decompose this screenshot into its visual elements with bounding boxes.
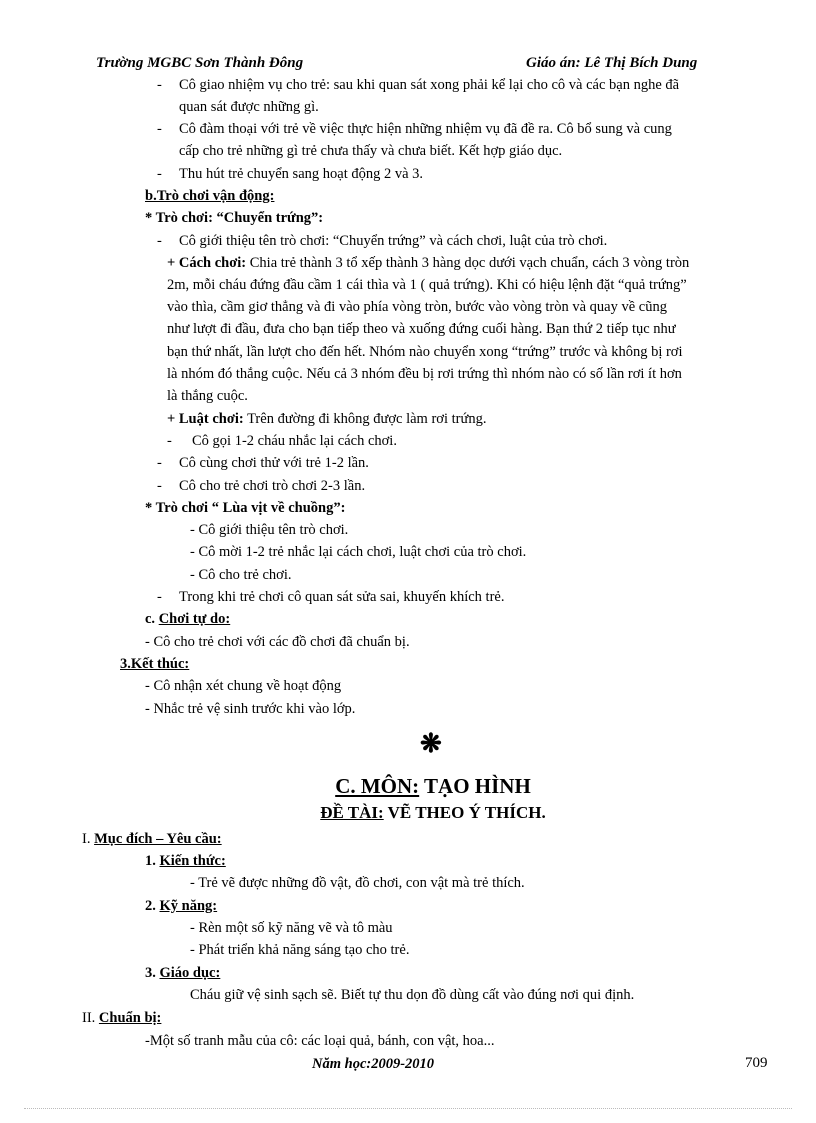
body-line: là thắng cuộc.: [167, 388, 248, 404]
body-line: Cô đàm thoại với trẻ về việc thực hiện những nhiệm vụ đã đề ra. Cô bổ sung và cung: [179, 121, 672, 137]
section-1-heading: I. Mục đích – Yêu cầu:: [82, 831, 222, 847]
section-2-heading: II. Chuẩn bị:: [82, 1010, 162, 1026]
body-line: Cô cùng chơi thử với trẻ 1-2 lần.: [179, 455, 369, 471]
game2-heading: * Trò chơi “ Lùa vịt về chuồng”:: [145, 500, 346, 516]
body-line: Trong khi trẻ chơi cô quan sát sửa sai, khuyến khích trẻ.: [179, 589, 505, 605]
skills-heading: 2. Kỹ năng:: [145, 898, 218, 914]
body-line: - Cô cho trẻ chơi.: [190, 567, 292, 583]
bullet-dash: -: [157, 233, 162, 249]
body-line: vào thìa, cầm giơ thẳng và đi vào phía vòng tròn, bước vào vòng tròn và quay về cũng: [167, 299, 667, 315]
topic-title: ĐỀ TÀI: VẼ THEO Ý THÍCH.: [320, 803, 546, 822]
page-header: [96, 52, 736, 74]
body-line: quan sát được những gì.: [179, 99, 319, 115]
body-line: - Cô giới thiệu tên trò chơi.: [190, 522, 349, 538]
body-line: 2m, mỗi cháu đứng đầu cầm 1 cái thìa và 1 ( quả trứng). Khi có hiệu lệnh đặt “quả trứng”: [167, 277, 687, 293]
body-line: bạn thứ nhất, lần lượt cho đến hết. Nhóm nào chuyển xong “trứng” trước và không bị rơi: [167, 344, 683, 360]
body-line: - Nhắc trẻ vệ sinh trước khi vào lớp.: [145, 701, 356, 717]
bullet-dash: -: [157, 478, 162, 494]
body-line: như lượt đi đầu, đưa cho bạn tiếp theo và xuống đứng cuối hàng. Bạn thứ 2 tiếp tục như: [167, 321, 676, 337]
how-to-play-line: + Cách chơi: Chia trẻ thành 3 tổ xếp thành 3 hàng dọc dưới vạch chuẩn, cách 3 vòng tròn: [167, 255, 690, 271]
section-b-heading: b.Trò chơi vận động:: [145, 188, 275, 204]
section-c-heading: c. Chơi tự do:: [145, 611, 231, 627]
knowledge-heading: 1. Kiến thức:: [145, 853, 226, 869]
bullet-dash: -: [157, 589, 162, 605]
body-line: cấp cho trẻ những gì trẻ chưa thấy và chưa biết. Kết hợp giáo dục.: [179, 143, 563, 159]
body-line: Thu hút trẻ chuyển sang hoạt động 2 và 3.: [179, 166, 424, 182]
body-line: Cô giới thiệu tên trò chơi: “Chuyển trứng” và cách chơi, luật của trò chơi.: [179, 233, 608, 249]
body-line: là nhóm đó thắng cuộc. Nếu cả 3 nhóm đều bị rơi trứng thì nhóm nào có số lần rơi ít hơn: [167, 366, 682, 382]
body-line: Cô giao nhiệm vụ cho trẻ: sau khi quan sát xong phải kể lại cho cô và các bạn nghe đã: [179, 77, 680, 93]
how-to-play-label: + Cách chơi:: [167, 255, 247, 271]
body-line: - Rèn một số kỹ năng vẽ và tô màu: [190, 920, 393, 936]
bullet-dash: -: [157, 455, 162, 471]
body-line: - Phát triển khả năng sáng tạo cho trẻ.: [190, 942, 410, 958]
body-line: - Trẻ vẽ được những đồ vật, đồ chơi, con vật mà trẻ thích.: [190, 875, 525, 891]
education-heading: 3. Giáo dục:: [145, 965, 221, 981]
body-line: - Cô nhận xét chung về hoạt động: [145, 678, 342, 694]
footer-school-year: Năm học:2009-2010: [312, 1056, 435, 1072]
bullet-dash: -: [157, 166, 162, 182]
page-bottom-divider: [24, 1108, 792, 1109]
body-line: - Cô cho trẻ chơi với các đồ chơi đã chuẩn bị.: [145, 634, 410, 650]
section-end-heading: 3.Kết thúc:: [120, 656, 190, 672]
bullet-dash: -: [157, 121, 162, 137]
body-line: Cháu giữ vệ sinh sạch sẽ. Biết tự thu dọn đồ dùng cất vào đúng nơi qui định.: [190, 987, 635, 1003]
body-line: -Một số tranh mẫu của cô: các loại quả, bánh, con vật, hoa...: [145, 1033, 495, 1049]
rule-label: + Luật chơi:: [167, 411, 244, 427]
bullet-dash: -: [167, 433, 172, 449]
body-line: Cô cho trẻ chơi trò chơi 2-3 lần.: [179, 478, 366, 494]
rule-line: + Luật chơi: Trên đường đi không được làm rơi trứng.: [167, 411, 487, 427]
page-number: 709: [745, 1055, 768, 1071]
game1-heading: * Trò chơi: “Chuyển trứng”:: [145, 210, 324, 226]
header-teacher: Giáo án: Lê Thị Bích Dung: [526, 55, 698, 71]
asterisk-separator: ❋: [420, 729, 442, 758]
header-school: Trường MGBC Sơn Thành Đông: [96, 55, 304, 71]
body-line: - Cô mời 1-2 trẻ nhắc lại cách chơi, luật chơi của trò chơi.: [190, 544, 527, 560]
body-line: Cô gọi 1-2 cháu nhắc lại cách chơi.: [192, 433, 397, 449]
bullet-dash: -: [157, 77, 162, 93]
subject-title: C. MÔN: TẠO HÌNH: [335, 774, 531, 798]
